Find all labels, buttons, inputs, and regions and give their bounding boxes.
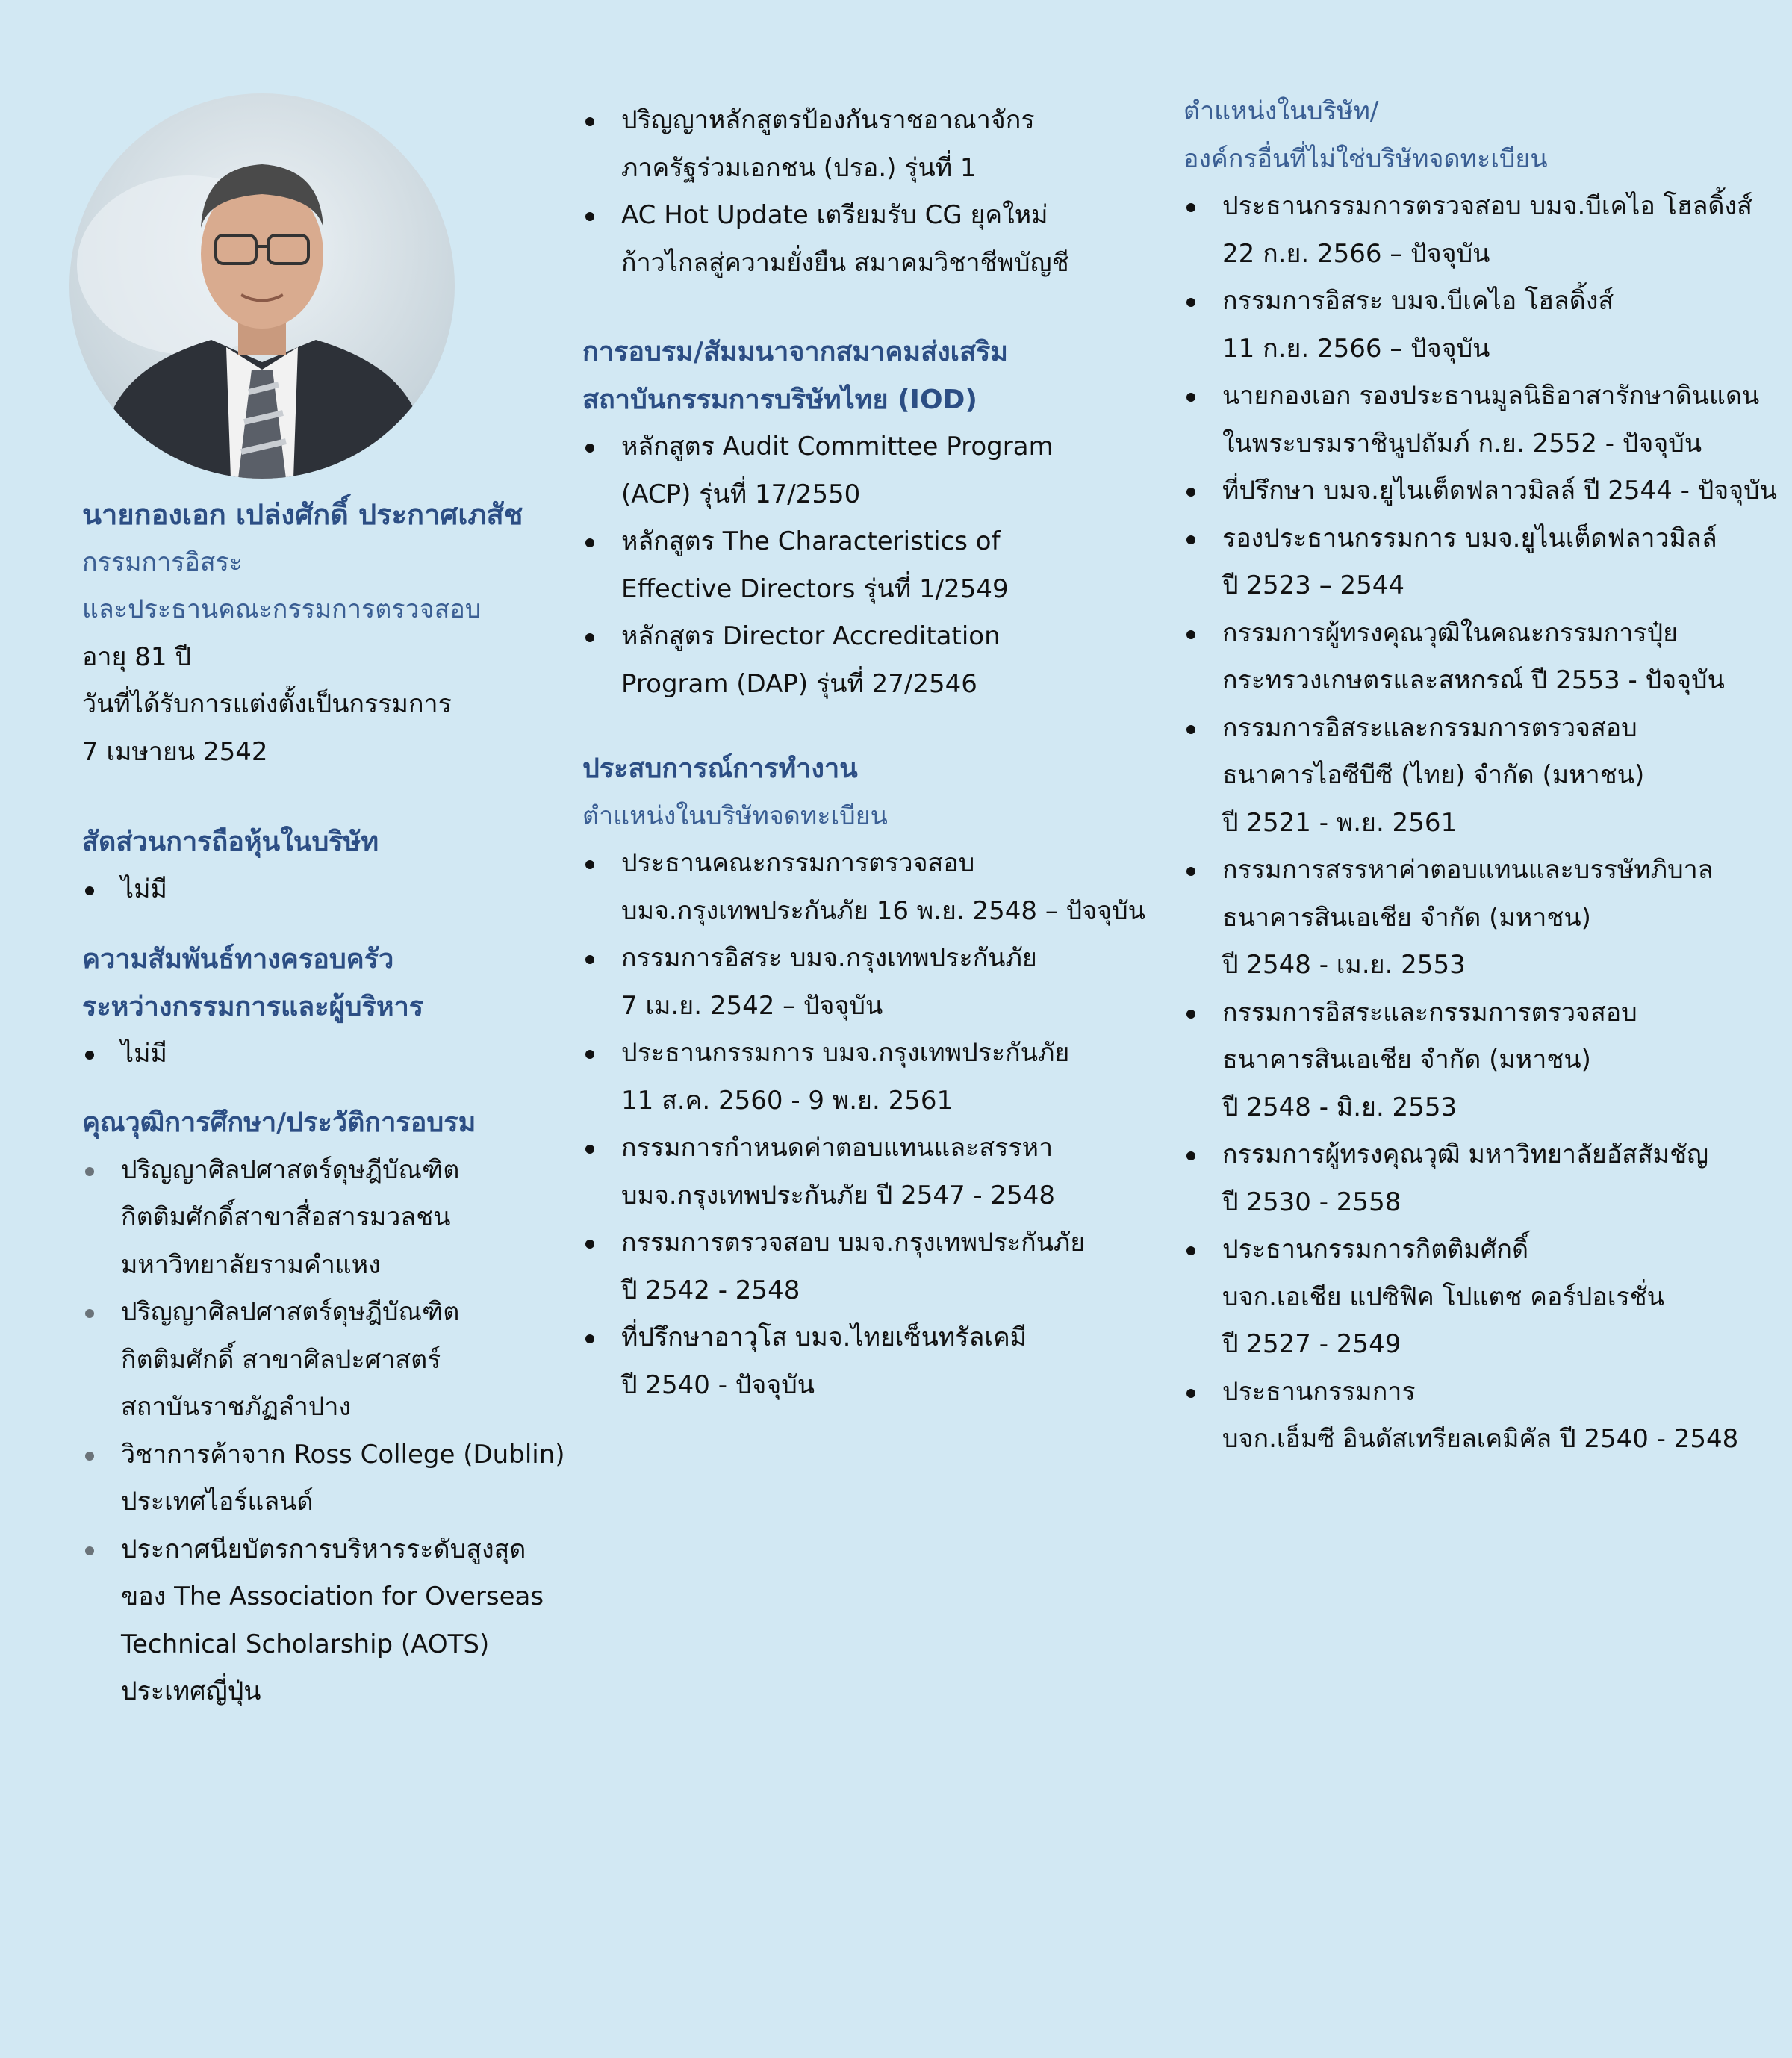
profile-block: [82, 491, 560, 776]
experience-heading: ประสบการณ์การทำงาน: [582, 753, 858, 784]
list-item: กรรมการอิสระ บมจ.บีเคไอ โฮลดิ้งส์ 11 ก.ย. 2566 – ปัจจุบัน: [1183, 278, 1781, 373]
director-photo: [69, 93, 455, 479]
list-item: หลักสูตร The Characteristics of Effective Directors รุ่นที่ 1/2549: [582, 518, 1172, 613]
shareholding-section: [82, 818, 560, 913]
list-item: ที่ปรึกษาอาวุโส บมจ.ไทยเซ็นทรัลเคมี ปี 2540 - ปัจจุบัน: [582, 1314, 1172, 1409]
other-company-subheading-line-2: องค์กรอื่นที่ไม่ใช่บริษัทจดทะเบียน: [1183, 143, 1548, 174]
director-name: นายกองเอก เปล่งศักดิ์ ประกาศเภสัช: [82, 498, 523, 531]
director-role-line-1: กรรมการอิสระ: [82, 547, 243, 577]
list-item: กรรมการสรรหาค่าตอบแทนและบรรษัทภิบาล ธนาคารสินเอเชีย จำกัด (มหาชน) ปี 2548 - เม.ย. 2553: [1183, 847, 1781, 989]
list-item: ไม่มี: [82, 1030, 560, 1078]
list-item: ปริญญาหลักสูตรป้องกันราชอาณาจักร ภาครัฐร่วมเอกชน (ปรอ.) รุ่นที่ 1: [582, 97, 1172, 192]
list-item: หลักสูตร Audit Committee Program (ACP) รุ่นที่ 17/2550: [582, 423, 1172, 518]
director-age: อายุ 81 ปี: [82, 641, 191, 672]
family-section: [82, 936, 560, 1078]
list-item: กรรมการผู้ทรงคุณวุฒิ มหาวิทยาลัยอัสสัมชัญ ปี 2530 - 2558: [1183, 1131, 1781, 1226]
education-section: [82, 1099, 565, 1716]
appointed-label: วันที่ได้รับการแต่งตั้งเป็นกรรมการ: [82, 689, 452, 719]
appointed-date: 7 เมษายน 2542: [82, 736, 268, 767]
iod-heading-line-1: การอบรม/สัมมนาจากสมาคมส่งเสริม: [582, 337, 1009, 367]
list-item: ประธานกรรมการกิตติมศักดิ์ บจก.เอเชีย แปซิฟิค โปแตช คอร์ปอเรชั่น ปี 2527 - 2549: [1183, 1226, 1781, 1369]
iod-heading-line-2: สถาบันกรรมการบริษัทไทย (IOD): [582, 384, 977, 415]
family-heading-line-2: ระหว่างกรรมการและผู้บริหาร: [82, 991, 424, 1022]
iod-section: [582, 329, 1172, 708]
list-item: ประธานคณะกรรมการตรวจสอบ บมจ.กรุงเทพประกันภัย 16 พ.ย. 2548 – ปัจจุบัน: [582, 840, 1172, 935]
list-item: กรรมการผู้ทรงคุณวุฒิในคณะกรรมการปุ๋ย กระทรวงเกษตรและสหกรณ์ ปี 2553 - ปัจจุบัน: [1183, 610, 1781, 705]
listed-company-subheading: ตำแหน่งในบริษัทจดทะเบียน: [582, 800, 888, 831]
list-item: ไม่มี: [82, 866, 560, 914]
experience-section: [582, 745, 1172, 1409]
education-heading: คุณวุฒิการศึกษา/ประวัติการอบรม: [82, 1107, 476, 1138]
list-item: หลักสูตร Director Accreditation Program (DAP) รุ่นที่ 27/2546: [582, 613, 1172, 708]
list-item: AC Hot Update เตรียมรับ CG ยุคใหม่ ก้าวไกลสู่ความยั่งยืน สมาคมวิชาชีพบัญชี: [582, 192, 1172, 287]
other-positions-section: [1183, 88, 1781, 1464]
list-item: ประกาศนียบัตรการบริหารระดับสูงสุด ของ The Association for Overseas Technical Scholarship (AOTS) ประเทศญี่ปุ่น: [82, 1526, 560, 1716]
director-role-line-2: และประธานคณะกรรมการตรวจสอบ: [82, 594, 482, 624]
list-item: ประธานกรรมการ บจก.เอ็มซี อินดัสเทรียลเคมิคัล ปี 2540 - 2548: [1183, 1369, 1781, 1464]
list-item: ปริญญาศิลปศาสตร์ดุษฎีบัณฑิต กิตติมศักดิ์ สาขาศิลปะศาสตร์ สถาบันราชภัฏลำปาง: [82, 1289, 560, 1431]
list-item: กรรมการอิสระและกรรมการตรวจสอบ ธนาคารไอซีบีซี (ไทย) จำกัด (มหาชน) ปี 2521 - พ.ย. 2561: [1183, 705, 1781, 848]
list-item: ประธานกรรมการ บมจ.กรุงเทพประกันภัย 11 ส.ค. 2560 - 9 พ.ย. 2561: [582, 1030, 1172, 1125]
shareholding-heading: สัดส่วนการถือหุ้นในบริษัท: [82, 827, 379, 857]
list-item: กรรมการอิสระ บมจ.กรุงเทพประกันภัย 7 เม.ย. 2542 – ปัจจุบัน: [582, 935, 1172, 1030]
list-item: กรรมการอิสระและกรรมการตรวจสอบ ธนาคารสินเอเชีย จำกัด (มหาชน) ปี 2548 - มิ.ย. 2553: [1183, 989, 1781, 1132]
family-heading-line-1: ความสัมพันธ์ทางครอบครัว: [82, 944, 394, 974]
other-company-subheading-line-1: ตำแหน่งในบริษัท/: [1183, 96, 1379, 126]
education-continued: [582, 97, 1172, 287]
list-item: กรรมการตรวจสอบ บมจ.กรุงเทพประกันภัย ปี 2542 - 2548: [582, 1219, 1172, 1314]
list-item: วิชาการค้าจาก Ross College (Dublin) ประเทศไอร์แลนด์: [82, 1431, 560, 1526]
list-item: รองประธานกรรมการ บมจ.ยูไนเต็ดฟลาวมิลล์ ปี 2523 – 2544: [1183, 515, 1781, 610]
list-item: ประธานกรรมการตรวจสอบ บมจ.บีเคไอ โฮลดิ้งส์ 22 ก.ย. 2566 – ปัจจุบัน: [1183, 183, 1781, 278]
list-item: กรรมการกำหนดค่าตอบแทนและสรรหา บมจ.กรุงเทพประกันภัย ปี 2547 - 2548: [582, 1125, 1172, 1219]
director-portrait-icon: [69, 93, 455, 479]
list-item: นายกองเอก รองประธานมูลนิธิอาสารักษาดินแดน ในพระบรมราชินูปถัมภ์ ก.ย. 2552 - ปัจจุบัน: [1183, 373, 1781, 467]
list-item: ที่ปรึกษา บมจ.ยูไนเต็ดฟลาวมิลล์ ปี 2544 - ปัจจุบัน: [1183, 467, 1781, 515]
list-item: ปริญญาศิลปศาสตร์ดุษฎีบัณฑิต กิตติมศักดิ์สาขาสื่อสารมวลชน มหาวิทยาลัยรามคำแหง: [82, 1147, 560, 1290]
